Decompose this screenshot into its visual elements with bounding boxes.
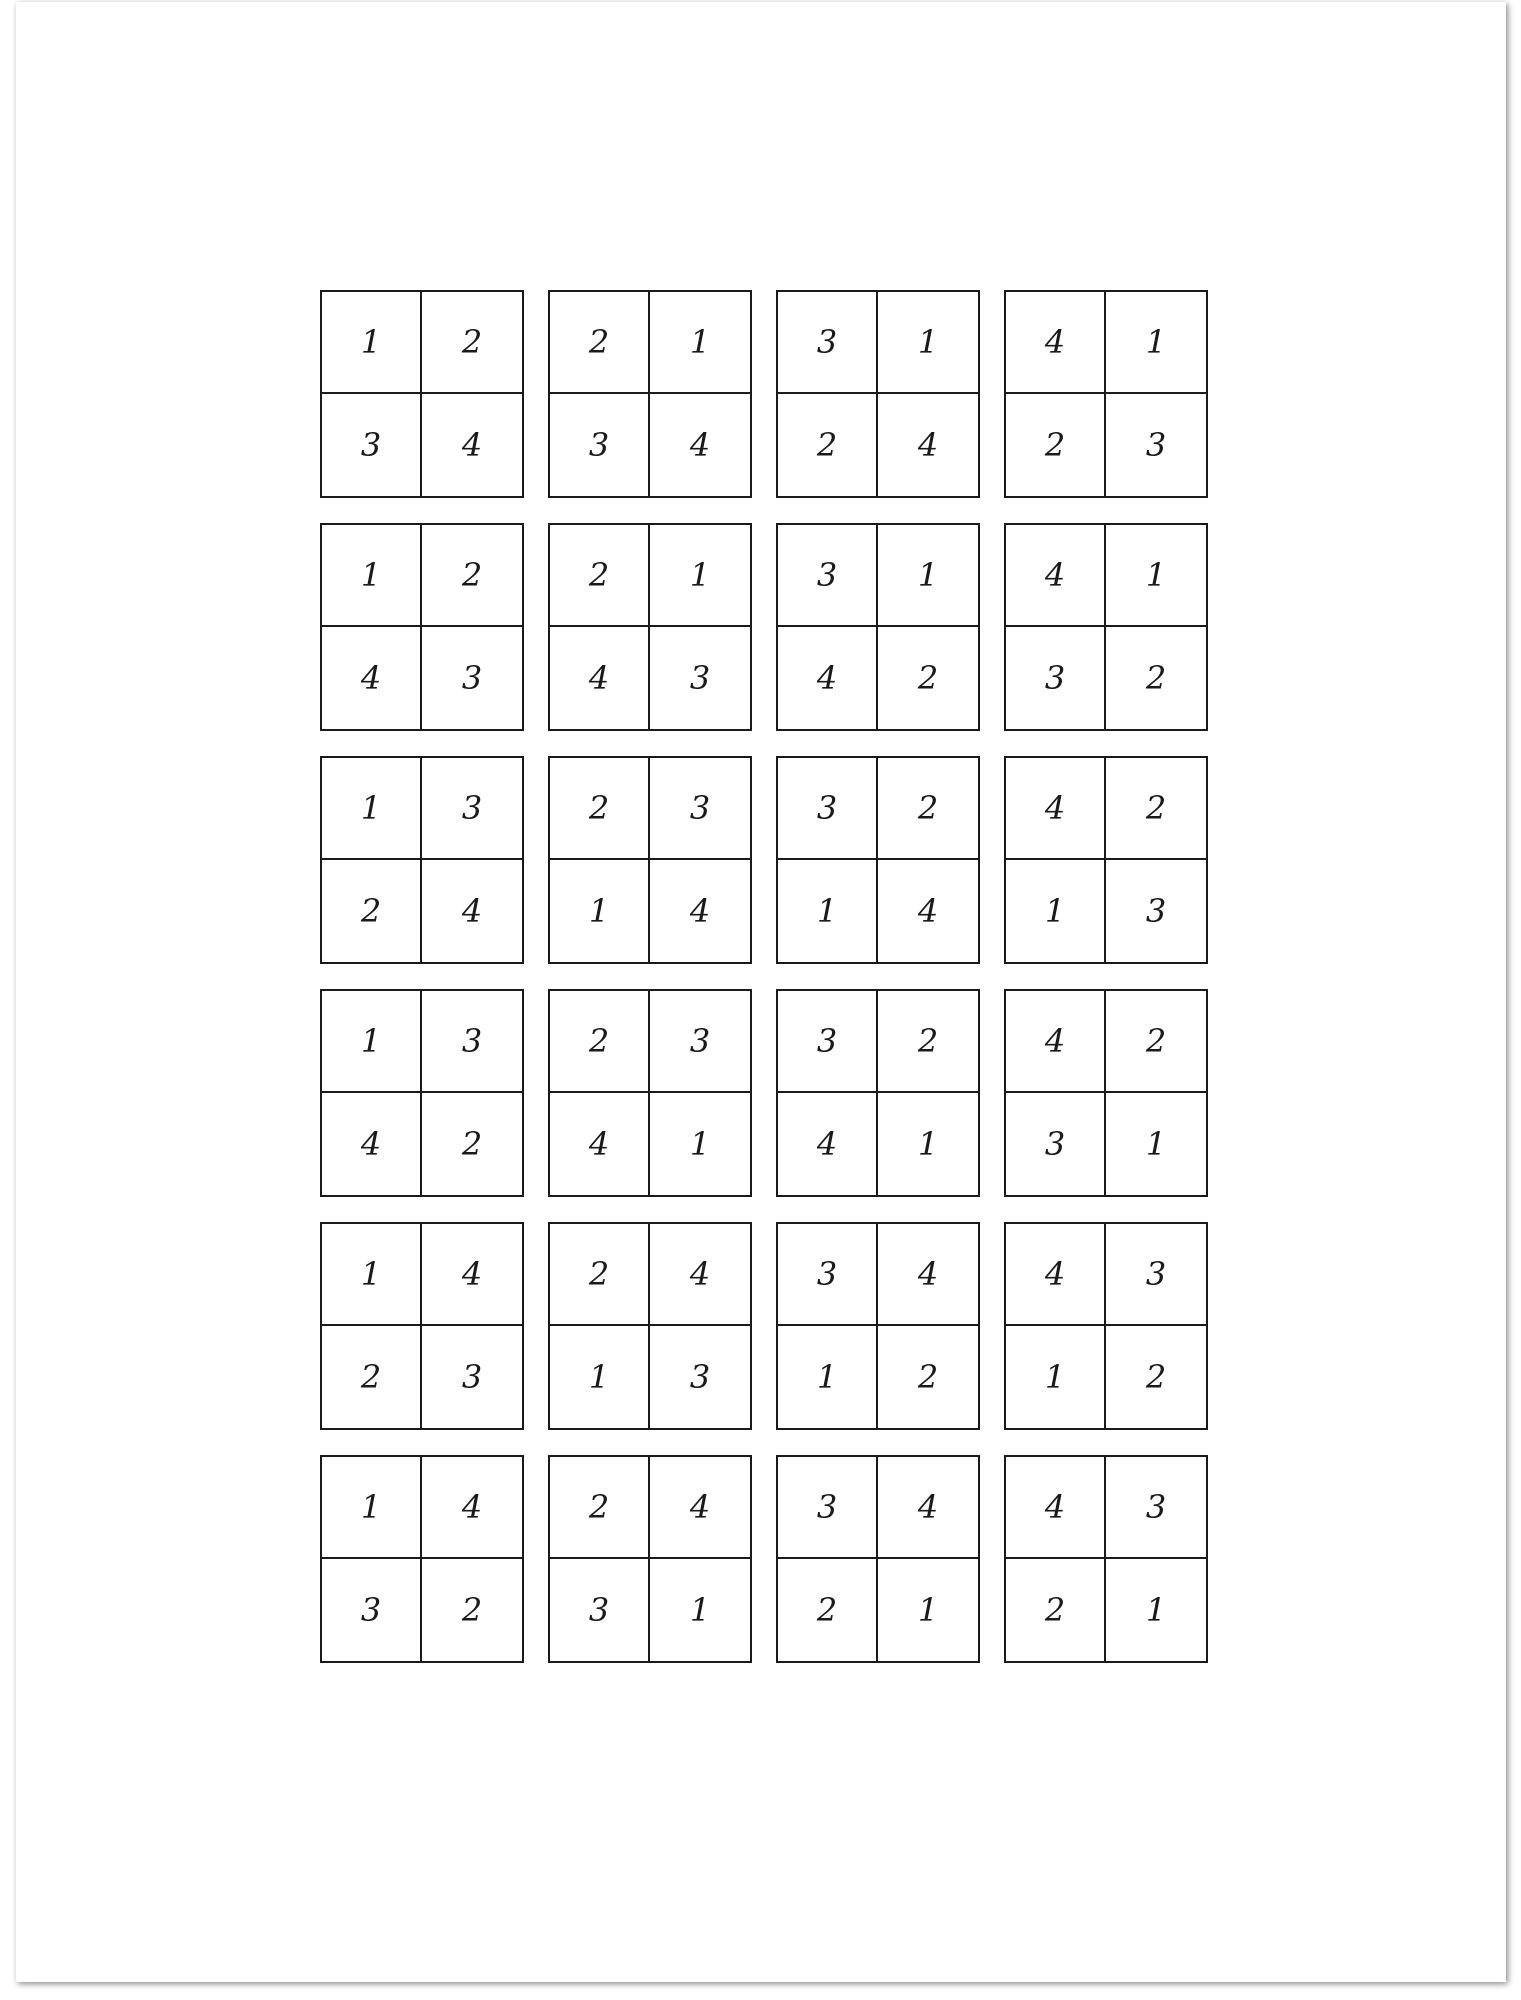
number-square [320,1455,524,1663]
square-cell: 2 [322,1326,422,1428]
number-square [320,523,524,731]
square-cell: 3 [778,525,878,627]
square-cell: 3 [422,758,522,860]
square-cell: 3 [461,1358,483,1396]
square-cell: 1 [322,1457,422,1559]
square-cell: 3 [778,991,878,1093]
square-cell: 4 [778,1093,878,1195]
square-cell: 4 [917,426,939,464]
square-cell: 2 [1006,1559,1106,1661]
number-square-array [320,290,1208,1663]
square-cell: 3 [1006,1093,1106,1195]
square-cell: 4 [650,1224,750,1326]
square-cell: 3 [322,394,422,496]
square-cell: 2 [1145,1358,1167,1396]
square-cell: 2 [1106,758,1206,860]
square-cell: 1 [550,1326,650,1428]
square-cell: 3 [550,1559,650,1661]
square-cell: 2 [461,1125,483,1163]
square-cell: 4 [1006,525,1106,627]
number-square [320,989,524,1197]
square-cell: 2 [917,1358,939,1396]
square-cell: 1 [689,1125,711,1163]
square-cell: 4 [422,1457,522,1559]
square-cell: 3 [1106,1457,1206,1559]
square-cell: 1 [878,525,978,627]
number-square [548,756,752,964]
square-cell: 3 [322,1559,422,1661]
number-square [1004,523,1208,731]
square-cell: 4 [322,1093,422,1195]
square-cell: 2 [878,991,978,1093]
number-square [1004,756,1208,964]
square-cell: 3 [650,758,750,860]
square-cell: 4 [322,627,422,729]
square-cell: 1 [878,292,978,394]
square-cell: 3 [1145,892,1167,930]
square-cell: 4 [461,892,483,930]
square-cell: 3 [778,292,878,394]
square-cell: 2 [917,659,939,697]
square-cell: 1 [778,1326,878,1428]
square-cell: 2 [550,1224,650,1326]
square-cell: 3 [650,991,750,1093]
square-cell: 3 [778,1457,878,1559]
square-cell: 3 [689,659,711,697]
square-cell: 1 [322,292,422,394]
square-cell: 1 [650,292,750,394]
square-cell: 4 [689,892,711,930]
square-cell: 4 [1006,758,1106,860]
square-cell: 1 [322,991,422,1093]
number-square [776,989,980,1197]
square-cell: 2 [778,394,878,496]
number-square [548,290,752,498]
square-cell: 4 [878,1224,978,1326]
square-cell: 3 [778,758,878,860]
square-cell: 1 [778,860,878,962]
square-cell: 1 [689,1591,711,1629]
square-cell: 2 [550,292,650,394]
square-cell: 2 [878,758,978,860]
square-cell: 1 [650,525,750,627]
number-square [1004,1222,1208,1430]
square-cell: 2 [550,1457,650,1559]
square-cell: 4 [422,1224,522,1326]
square-cell: 2 [322,860,422,962]
number-square [776,756,980,964]
square-cell: 1 [322,525,422,627]
page-sheet [16,2,1506,1982]
square-cell: 1 [1145,1125,1167,1163]
square-cell: 3 [1006,627,1106,729]
square-cell: 3 [461,659,483,697]
number-square [548,523,752,731]
square-cell: 2 [1006,394,1106,496]
square-cell: 2 [422,292,522,394]
number-square [320,756,524,964]
square-cell: 4 [650,1457,750,1559]
square-cell: 4 [1006,991,1106,1093]
square-cell: 4 [878,1457,978,1559]
number-square [1004,290,1208,498]
number-square [320,290,524,498]
number-square [548,1222,752,1430]
square-cell: 1 [1006,1326,1106,1428]
square-cell: 1 [1106,292,1206,394]
square-cell: 4 [461,426,483,464]
number-square [776,290,980,498]
square-cell: 4 [1006,1457,1106,1559]
square-cell: 4 [689,426,711,464]
square-cell: 2 [550,525,650,627]
square-cell: 1 [917,1125,939,1163]
number-square [548,1455,752,1663]
square-cell: 1 [550,860,650,962]
square-cell: 2 [550,758,650,860]
square-cell: 3 [1106,1224,1206,1326]
square-cell: 2 [1106,991,1206,1093]
number-square [1004,1455,1208,1663]
square-cell: 4 [550,1093,650,1195]
square-cell: 3 [689,1358,711,1396]
square-cell: 2 [461,1591,483,1629]
number-square [320,1222,524,1430]
number-square [1004,989,1208,1197]
square-cell: 1 [1006,860,1106,962]
square-cell: 1 [1145,1591,1167,1629]
square-cell: 2 [778,1559,878,1661]
square-cell: 4 [917,892,939,930]
square-cell: 2 [422,525,522,627]
square-cell: 4 [778,627,878,729]
square-cell: 4 [1006,292,1106,394]
number-square [776,1455,980,1663]
square-cell: 3 [422,991,522,1093]
square-cell: 3 [1145,426,1167,464]
square-cell: 4 [550,627,650,729]
square-cell: 1 [917,1591,939,1629]
number-square [776,1222,980,1430]
number-square [548,989,752,1197]
square-cell: 1 [322,758,422,860]
number-square [776,523,980,731]
square-cell: 3 [778,1224,878,1326]
square-cell: 4 [1006,1224,1106,1326]
square-cell: 1 [322,1224,422,1326]
square-cell: 1 [1106,525,1206,627]
square-cell: 2 [550,991,650,1093]
square-cell: 2 [1145,659,1167,697]
square-cell: 3 [550,394,650,496]
